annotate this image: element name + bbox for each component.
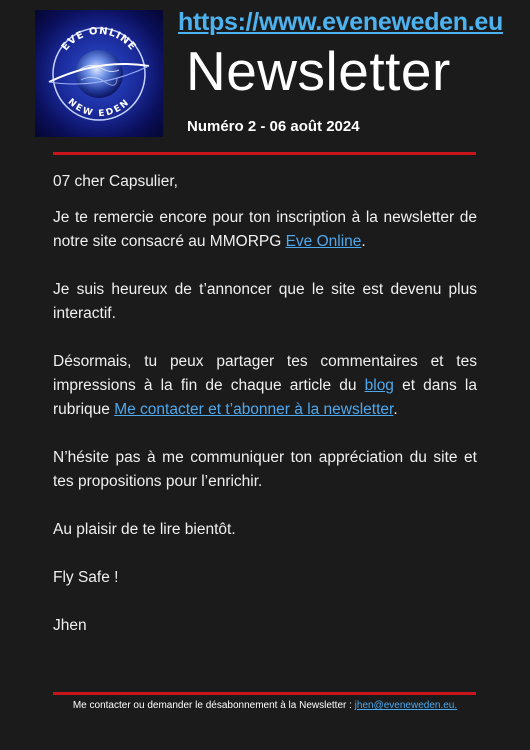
logo-top-text: EVE ONLINE — [59, 25, 139, 54]
footer-trailing: . — [454, 700, 458, 711]
footer-text: Me contacter ou demander le désabonnement à la Newsletter : — [72, 700, 355, 711]
paragraph-2: Je suis heureux de t’annoncer que le site est devenu plus interactif. — [53, 281, 477, 322]
paragraph-3-end: . — [393, 401, 398, 418]
footer-email-link[interactable]: jhen@eveneweden.eu — [354, 700, 455, 711]
top-divider — [53, 152, 476, 155]
footer — [0, 700, 530, 711]
svg-text:NEW EDEN — [66, 97, 133, 119]
page-title: Newsletter — [186, 40, 451, 102]
paragraph-1-end: . — [361, 233, 366, 250]
paragraph-1-text: Je te remercie encore pour ton inscription à la newsletter de notre site consacré au MMORPG — [53, 209, 477, 250]
paragraph-3-text: Désormais, tu peux partager tes commentaires et tes impressions à la fin de chaque article du — [53, 353, 477, 394]
site-url-link[interactable]: https://www.eveneweden.eu — [178, 8, 503, 36]
paragraph-3 — [53, 350, 477, 422]
logo-bottom-text: NEW EDEN — [65, 97, 133, 120]
globe-icon — [35, 10, 163, 137]
paragraph-5: Au plaisir de te lire bientôt. — [53, 521, 236, 538]
paragraph-6: Fly Safe ! — [53, 569, 119, 586]
logo — [35, 10, 163, 137]
contact-subscribe-link[interactable]: Me contacter et t’abonner à la newsletter — [114, 401, 394, 418]
newsletter-body — [53, 170, 477, 662]
issue-number: Numéro 2 - 06 août 2024 — [187, 118, 360, 135]
svg-text:EVE ONLINE — [60, 26, 138, 53]
paragraph-1 — [53, 206, 477, 254]
bottom-divider — [53, 692, 476, 695]
eve-online-link[interactable]: Eve Online — [285, 233, 362, 250]
blog-link[interactable]: blog — [364, 377, 394, 394]
greeting: 07 cher Capsulier, — [53, 173, 178, 190]
paragraph-3-middle: et dans la rubrique — [53, 377, 477, 418]
paragraph-4: N’hésite pas à me communiquer ton appréciation du site et tes propositions pour l’enrichir. — [53, 449, 477, 490]
signature: Jhen — [53, 617, 87, 634]
